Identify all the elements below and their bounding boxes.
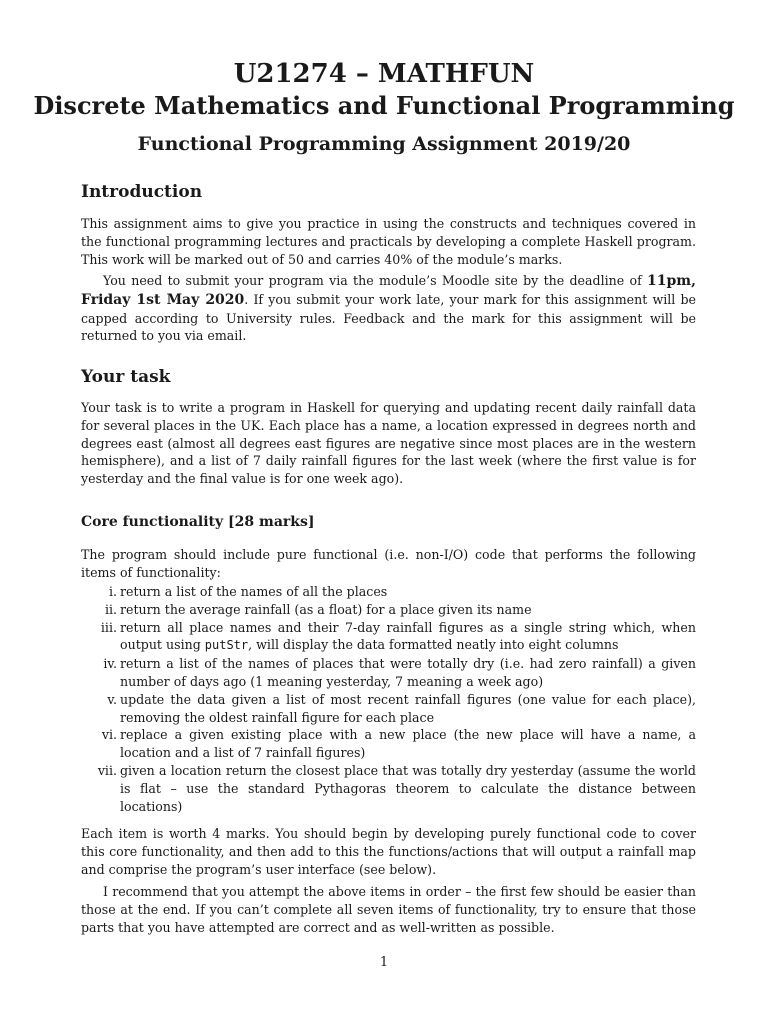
core-functionality-intro: The program should include pure functional (i.e. non-I/O) code that performs the following items of functionality: [81, 547, 696, 580]
list-item-number: iv. [103, 656, 117, 672]
introduction-heading: Introduction [81, 182, 203, 202]
list-item-text-a: return all place names and their 7-day rainfall figures as a single string which, when output using [120, 619, 696, 653]
list-item-number: iii. [100, 619, 117, 635]
putstr-code: putStr [204, 638, 249, 653]
list-item-text: update the data given a list of most recent rainfall figures (one value for each place), removing the oldest rainfall figure for each place [120, 691, 696, 725]
assignment-title: Functional Programming Assignment 2019/20 [137, 133, 631, 155]
core-functionality-paragraph-2: I recommend that you attempt the above items in order – the first few should be easier than those at the end. If you can’t complete all seven items of functionality, try to ensure that those parts that you have attempted are correct and as well-written as possible. [81, 884, 696, 935]
list-item-text: return a list of the names of places that were totally dry (i.e. had zero rainfall) a given number of days ago (1 meaning yesterday, 7 meaning a week ago) [120, 656, 696, 689]
list-item [81, 601, 696, 619]
your-task-paragraph: Your task is to write a program in Haskell for querying and updating recent daily rainfall data for several places in the UK. Each place has a name, a location expressed in degrees north and degrees east (almost all degrees east figures are negative since most places are in the western hemisphere), and a list of 7 daily rainfall figures for the last week (where the first value is for yesterday and the final value is for one week ago). [81, 400, 696, 487]
list-item-text: given a location return the closest place that was totally dry yesterday (assume the world is flat – use the standard Pythagoras theorem to calculate the distance between locations) [120, 762, 696, 814]
core-functionality-paragraph-1: Each item is worth 4 marks. You should begin by developing purely functional code to cover this core functionality, and then add to this the functions/actions that will output a rainfall map and comprise the program’s user interface (see below). [81, 826, 696, 877]
module-code: U21274 – MATHFUN [233, 59, 535, 89]
list-item [81, 619, 696, 656]
page-number: 1 [379, 955, 389, 970]
list-item [81, 655, 696, 691]
introduction-paragraph-2 [81, 272, 696, 345]
list-item [81, 691, 696, 727]
deadline: 11pm, Friday 1st May 2020 [81, 273, 696, 308]
list-item-number: ii. [104, 601, 117, 617]
list-item-text: return a list of the names of all the places [120, 584, 388, 599]
list-item [81, 726, 696, 762]
core-functionality-heading: Core functionality [28 marks] [81, 514, 315, 530]
introduction-paragraph-1: This assignment aims to give you practice in using the constructs and techniques covered in the functional programming lectures and practicals by developing a complete Haskell program. This work will be marked out of 50 and carries 40% of the module’s marks. [81, 216, 696, 267]
list-item-number: v. [107, 691, 117, 707]
list-item-text: return the average rainfall (as a float) for a place given its name [120, 601, 532, 617]
deadline-text-after: . If you submit your work late, your mark for this assignment will be capped according to University rules. Feedback and the mark for this assignment will be returned to you via email. [81, 291, 696, 344]
module-title: Discrete Mathematics and Functional Programming [33, 91, 735, 120]
functionality-list [81, 583, 696, 815]
list-item-text-b: , will display the data formatted neatly into eight columns [248, 637, 619, 653]
list-item-number: vii. [97, 762, 117, 778]
list-item [81, 583, 696, 601]
list-item [81, 762, 696, 815]
your-task-heading: Your task [81, 367, 171, 387]
list-item-number: i. [108, 584, 117, 599]
list-item-number: vi. [101, 727, 117, 743]
deadline-text-before: You need to submit your program via the module’s Moodle site by the deadline of [103, 273, 648, 288]
list-item-text [120, 619, 696, 656]
list-item-text: replace a given existing place with a new place (the new place will have a name, a location and a list of 7 rainfall figures) [120, 727, 696, 761]
